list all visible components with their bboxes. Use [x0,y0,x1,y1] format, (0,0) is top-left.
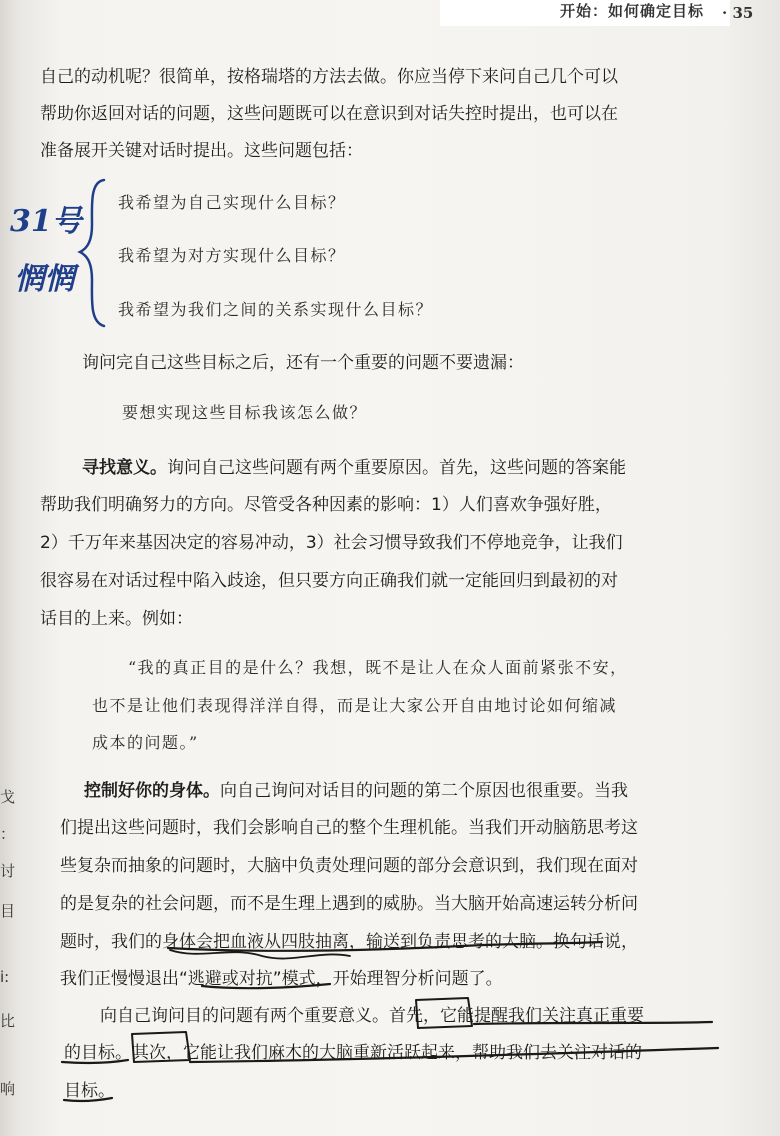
edge-fragment: ： [0,825,16,843]
page-number: · 35 [722,4,754,22]
quote-line: “我的真正目的是什么？我想，既不是让人在众人面前紧张不安， [128,658,628,677]
body-line: 话目的上来。例如： [40,609,193,629]
question-line: 要想实现这些目标我该怎么做？ [122,403,368,422]
question-line: 我希望为我们之间的关系实现什么目标？ [118,300,434,319]
edge-fragment: 比 [0,1012,16,1030]
body-text: 询问自己这些问题有两个重要原因。首先，这些问题的答案能 [167,458,626,478]
edge-fragment: i: [0,968,10,986]
body-line: 们提出这些问题时，我们会影响自己的整个生理机能。当我们开动脑筋思考这 [60,818,638,838]
body-line [84,776,628,801]
section-heading: 寻找意义。 [82,458,167,478]
body-line: 目标。 [64,1081,115,1101]
body-line: 帮助你返回对话的问题，这些问题既可以在意识到对话失控时提出，也可以在 [40,104,618,124]
body-text: 向自己询问对话目的问题的第二个原因也很重要。当我 [220,781,628,801]
body-line [82,453,626,478]
edge-fragment: 戈 [0,788,16,806]
body-line: 的目标。其次，它能让我们麻木的大脑重新活跃起来，帮助我们去关注对话的 [64,1043,642,1063]
body-line: 很容易在对话过程中陷入歧途，但只要方向正确我们就一定能回归到最初的对 [40,571,618,591]
handwritten-note: 31号 [10,204,82,239]
body-line: 我们正慢慢退出“逃避或对抗”模式，开始理智分析问题了。 [60,969,503,989]
edge-fragment: 讨 [0,862,16,880]
quote-line: 也不是让他们表现得洋洋自得，而是让大家公开自由地讨论如何缩减 [92,696,618,715]
body-line: 题时，我们的身体会把血液从四肢抽离，输送到负责思考的大脑。换句话说， [60,932,638,952]
edge-fragment: 目 [0,902,16,920]
body-line: 询问完自己这些目标之后，还有一个重要的问题不要遗漏： [82,353,524,373]
body-line: 自己的动机呢？很简单，按格瑞塔的方法去做。你应当停下来问自己几个可以 [40,67,618,87]
body-line: 向自己询问目的问题有两个重要意义。首先，它能提醒我们关注真正重要 [100,1006,644,1026]
body-line: 2）千万年来基因决定的容易冲动，3）社会习惯导致我们不停地竞争，让我们 [40,533,623,553]
quote-line: 成本的问题。” [92,733,199,752]
handwritten-note: 惘惘 [14,262,74,297]
body-line: 些复杂而抽象的问题时，大脑中负责处理问题的部分会意识到，我们现在面对 [60,856,638,876]
running-title: 开始：如何确定目标 [560,2,705,20]
body-line: 准备展开关键对话时提出。这些问题包括： [40,141,363,161]
body-line: 帮助我们明确努力的方向。尽管受各种因素的影响：1）人们喜欢争强好胜， [40,495,612,515]
body-line: 的是复杂的社会问题，而不是生理上遇到的威胁。当大脑开始高速运转分析问 [60,894,638,914]
section-heading: 控制好你的身体。 [84,781,220,801]
edge-fragment: 响 [0,1080,16,1098]
question-line: 我希望为自己实现什么目标？ [118,193,346,212]
question-line: 我希望为对方实现什么目标？ [118,246,346,265]
